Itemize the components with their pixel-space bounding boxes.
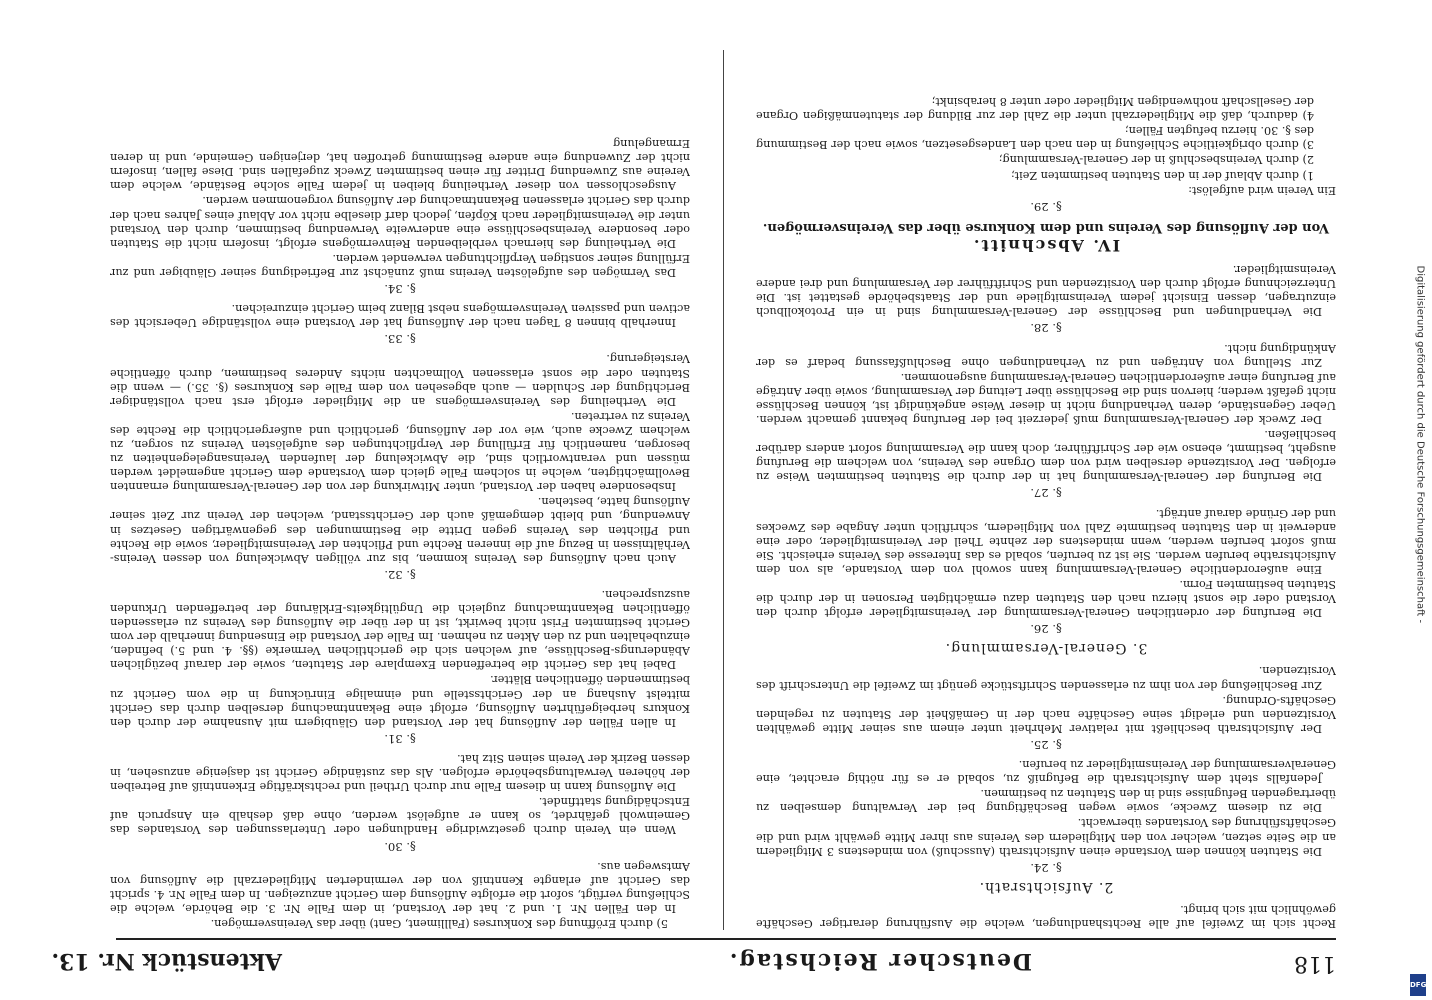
paragraph: Die Verhandlungen und Beschlüsse der General-Versammlung sind in ein Protokollbuch einzutragen, dessen Einsicht jedem Vereinsmitgliede und der Staatsbehörde gestattet ist. Die Unterzeichnung erfolgt durch den Vorsitzenden und Schriftführer der Versammlung und drei andere Vereinsmitglieder. bbox=[756, 263, 1336, 319]
list-item: 4) dadurch, daß die Mitgliederzahl unter die Zahl der zur Bildung der statutenmäßigen Organe der Gesellschaft nothwendigen Mitglieder oder unter 8 herabsinkt; bbox=[756, 95, 1314, 123]
paragraph: Ein Verein wird aufgelöst: bbox=[1188, 183, 1336, 197]
list-item: 1) durch Ablauf der in den Statuten bestimmten Zeit; bbox=[1010, 168, 1314, 182]
section-number: §. 31. bbox=[384, 731, 416, 746]
section-number: §. 28. bbox=[1030, 321, 1062, 336]
paragraph: Der Zweck der General-Versammlung muß jederzeit bei der Berufung bekannt gemacht werden. Ueber Gegenstände, deren Verhandlung nicht in dieser Weise angekündigt ist, können Beschlüsse nicht gefaßt werden; hiervon sind die Beschlüsse über Leitung der Versammlung, sowie über Anträge auf Berufung einer außerordentlichen General-Versammlung ausgenommen. bbox=[756, 370, 1336, 426]
paragraph: Jedenfalls steht dem Aufsichtsrath die Befugniß zu, sobald er es für nöthig erachtet, eine Generalversammlung der Vereinsmitglieder zu berufen. bbox=[756, 758, 1336, 786]
list-item: 3) durch obrigkeitliche Schließung in den nach den Landesgesetzen, sowie nach der Bestimmung des §. 30. hierzu befugten Fällen; bbox=[756, 124, 1314, 152]
paragraph: Die Vertheilung des hiernach verbleibenden Reinvermögens erfolgt, insofern nicht die Statuten oder besondere Vereinsbeschlüsse eine anderweite Verwendung bestimmen, durch den Vorstand unter die Vereinsmitglieder nach Köpfen, jedoch darf dieselbe nicht vor Ablauf eines Jahres nach der durch das Gericht erlassenen Bekanntmachung der Auflösung vorgenommen werden. bbox=[110, 194, 690, 250]
section-number: §. 24. bbox=[1030, 860, 1062, 875]
digitization-credit: Digitalisierung gefördert durch die Deutsche Forschungsgemeinschaft - bbox=[1414, 265, 1426, 624]
section-heading: 2. Aufsichtsrath. bbox=[978, 878, 1114, 895]
list-item: 2) durch Vereinsbeschluß in der General-Versammlung; bbox=[998, 153, 1314, 167]
chapter-subheading: Von der Auflösung des Vereins und dem Konkurse über das Vereinsvermögen. bbox=[762, 219, 1330, 235]
section-number: §. 33. bbox=[384, 332, 416, 347]
column-divider bbox=[723, 50, 724, 930]
page-header bbox=[0, 946, 1432, 986]
paragraph: In allen Fällen der Auflösung hat der Vorstand den Gläubigern mit Ausnahme der durch den Konkurs herbeigeführten Auflösung, erfolgt eine Bekanntmachung derselben durch das Gericht mittelst Aushang an der Gerichtsstelle und einmalige Einrückung in die vom Gericht zu bestimmenden öffentlichen Blätter. bbox=[110, 673, 690, 729]
section-number: §. 32. bbox=[384, 567, 416, 582]
header-rule bbox=[116, 938, 1336, 940]
paragraph: Auch nach Auflösung des Vereins kommen, bis zur völligen Abwickelung von dessen Vereins-Verhältnissen in Bezug auf die inneren Rechte und Pflichten der Vereinsmitglieder, sowie die Rechte und Pflichten des Vereins gegen Dritte die Bestimmungen des gegenwärtigen Gesetzes in Anwendung, und bleibt demgemäß auch der Gerichtsstand, welchen der Verein zur Zeit seiner Auflösung hatte, bestehen. bbox=[110, 495, 690, 565]
paragraph: Eine außerordentliche General-Versammlung kann sowohl von dem Vorstande, als von dem Aufsichtsrathe berufen werden. Sie ist zu berufen, sobald es das Interesse des Vereins erheischt. Sie muß sofort berufen werden, wenn mindestens der zehnte Theil der Vereinsmitglieder, oder eine anderweit in den Statuten bestimmte Zahl von Mitgliedern, schriftlich unter Angabe des Zweckes und der Gründe darauf anträgt. bbox=[756, 506, 1336, 576]
section-number: §. 25. bbox=[1030, 737, 1062, 752]
paragraph: Recht sich im Zweifel auf alle Rechtshandlungen, welche die Ausführung derartiger Geschäfte gewöhnlich mit sich bringt. bbox=[756, 902, 1336, 930]
section-number: §. 34. bbox=[384, 282, 416, 297]
list-item: 5) durch Eröffnung des Konkurses (Fallliment, Gant) über das Vereinsvermögen. bbox=[210, 917, 668, 930]
paragraph: In den Fällen Nr. 1. und 2. hat der Vorstand, in dem Falle Nr. 3. die Behörde, welche die Schließung verfügt, sofort die erfolgte Auflösung dem Gericht anzuzeigen. In dem Falle Nr. 4. spricht das Gericht auf erlangte Kenntniß von der verminderten Mitgliederzahl die Auflösung von Amtswegen aus. bbox=[110, 859, 690, 915]
right-column bbox=[110, 50, 690, 930]
section-number: §. 26. bbox=[1030, 622, 1062, 637]
paragraph: Die Berufung der ordentlichen General-Versammlung der Vereinsmitglieder erfolgt durch den Vorstand oder die sonst hierzu nach den Statuten dazu ermächtigten Personen in der durch die Statuten bestimmten Form. bbox=[756, 578, 1336, 620]
paragraph: Ausgeschlossen von dieser Vertheilung bleiben in jedem Falle solche Bestände, welche dem Vereine aus Zuwendung Dritter für einen bestimmten Zweck zugefallen sind. Diese fallen, insofern nicht der Zuwendung eine andere Bestimmung getroffen hat, derjenigen Gemeinde, und in deren Ermangelung bbox=[110, 137, 690, 193]
page-number: 118 bbox=[1294, 951, 1336, 976]
page-title: Deutscher Reichstag. bbox=[727, 948, 1032, 974]
paragraph: Die Statuten können dem Vorstande einen Aufsichtsrath (Ausschuß) von mindestens 3 Mitgliedern an die Seite setzen, welcher von den Mitgliedern des Vereins aus ihrer Mitte gewählt wird und die Geschäftsführung des Vorstandes überwacht. bbox=[756, 816, 1336, 858]
paragraph: Der Aufsichtsrath beschließt mit relativer Mehrheit unter einem aus seiner Mitte gewählten Vorsitzenden und erledigt seine Geschäfte nach der in Gemäßheit der Statuten zu regelnden Geschäfts-Ordnung. bbox=[756, 693, 1336, 735]
dfg-logo: DFG bbox=[1410, 974, 1426, 996]
section-number: §. 29. bbox=[1030, 199, 1062, 214]
paragraph: Zur Stellung von Anträgen und zu Verhandlungen ohne Beschlußfassung bedarf es der Ankündigung nicht. bbox=[756, 341, 1336, 369]
chapter-heading: IV. Abschnitt. bbox=[971, 235, 1121, 255]
footer-bar bbox=[1408, 0, 1430, 1000]
issue-label: Aktenstück Nr. 13. bbox=[51, 948, 282, 974]
paragraph: Die zu diesem Zwecke, sowie wegen Beschäftigung bei der Verwaltung demselben zu übertragenden Befugnisse sind in den Statuten zu bestimmen. bbox=[756, 787, 1336, 815]
paragraph: Die Berufung der General-Versammlung hat in der durch die Statuten bestimmten Weise zu erfolgen. Der Vorsitzende derselben wird von dem Organe des Vereins, von welchem die Berufung ausgeht, bestimmt, ebenso wie der Schriftführer, doch kann die Versammlung sofort anders darüber beschließen. bbox=[756, 428, 1336, 484]
section-heading: 3. General-Versammlung. bbox=[944, 640, 1148, 657]
paragraph: Dabei hat das Gericht die betreffenden Exemplare der Statuten, sowie der darauf bezüglichen Abänderungs-Beschlüsse, auf welchen sich die gerichtlichen Vermerke (§§. 4. und 5.) befinden, einzubehalten und zu den Akten zu nehmen. Im Falle der Vorstand die Einsendung innerhalb der vom Gericht bestimmten Frist nicht bewirkt, ist in der über die Auflösung des Vereins zu erlassenden öffentlichen Bekanntmachung zugleich die Ungültigkeits-Erklärung der betreffenden Urkunden auszusprechen. bbox=[110, 587, 690, 672]
left-column bbox=[756, 50, 1336, 930]
paragraph: Wenn ein Verein durch gesetzwidrige Handlungen oder Unterlassungen des Vorstandes das Gemeinwohl gefährdet, so kann er aufgelöst werden, ohne daß deshalb ein Anspruch auf Entschädigung stattfindet. bbox=[110, 795, 690, 837]
paragraph: Das Vermögen des aufgelösten Vereins muß zunächst zur Befriedigung seiner Gläubiger und zur Erfüllung seiner sonstigen Verpflichtungen verwendet werden. bbox=[110, 251, 690, 279]
paragraph: Die Vertheilung des Vereinsvermögens an die Mitglieder erfolgt erst nach vollständiger Berichtigung der Schulden — auch abgesehen von dem Falle des Konkurses (§. 35.) — wenn die Statuten oder die sonst erlassenen Vollmachten nichts Anderes bestimmen, durch öffentliche Versteigerung. bbox=[110, 352, 690, 408]
paragraph: Die Auflösung kann in diesem Falle nur durch Urtheil und rechtskräftige Erkenntniß auf Betreiben der höheren Verwaltungsbehörde erfolgen. Als das zuständige Gericht ist dasjenige anzusehen, in dessen Bezirk der Verein seinen Sitz hat. bbox=[110, 751, 690, 794]
section-number: §. 30. bbox=[384, 839, 416, 854]
paragraph: Zur Beschließung der von ihm zu erlassenden Schriftstücke genügt im Zweifel die Unterschrift des Vorsitzenden. bbox=[756, 664, 1336, 692]
section-number: §. 27. bbox=[1030, 486, 1062, 501]
paragraph: Innerhalb binnen 8 Tagen nach der Auflösung hat der Vorstand eine vollständige Uebersicht des activen und passiven Vereinsvermögens nebst Bilanz beim Gericht einzureichen. bbox=[110, 302, 690, 330]
paragraph: Insbesondere haben der Vorstand, unter Mitwirkung der von der General-Versammlung ernannten Bevollmächtigten, welche in solchem Falle gleich dem Vorstande dem Gericht angemeldet werden müssen und verantwortlich sind, die Abwickelung der laufenden Vereinsangelegenheiten zu besorgen, namentlich für Erfüllung der Verpflichtungen des aufgelösten Vereins zu sorgen, zu welchem Zwecke auch, wie vor der Auflösung, gerichtlich und außergerichtlich die Rechte des Vereins zu vertreten. bbox=[110, 409, 690, 494]
